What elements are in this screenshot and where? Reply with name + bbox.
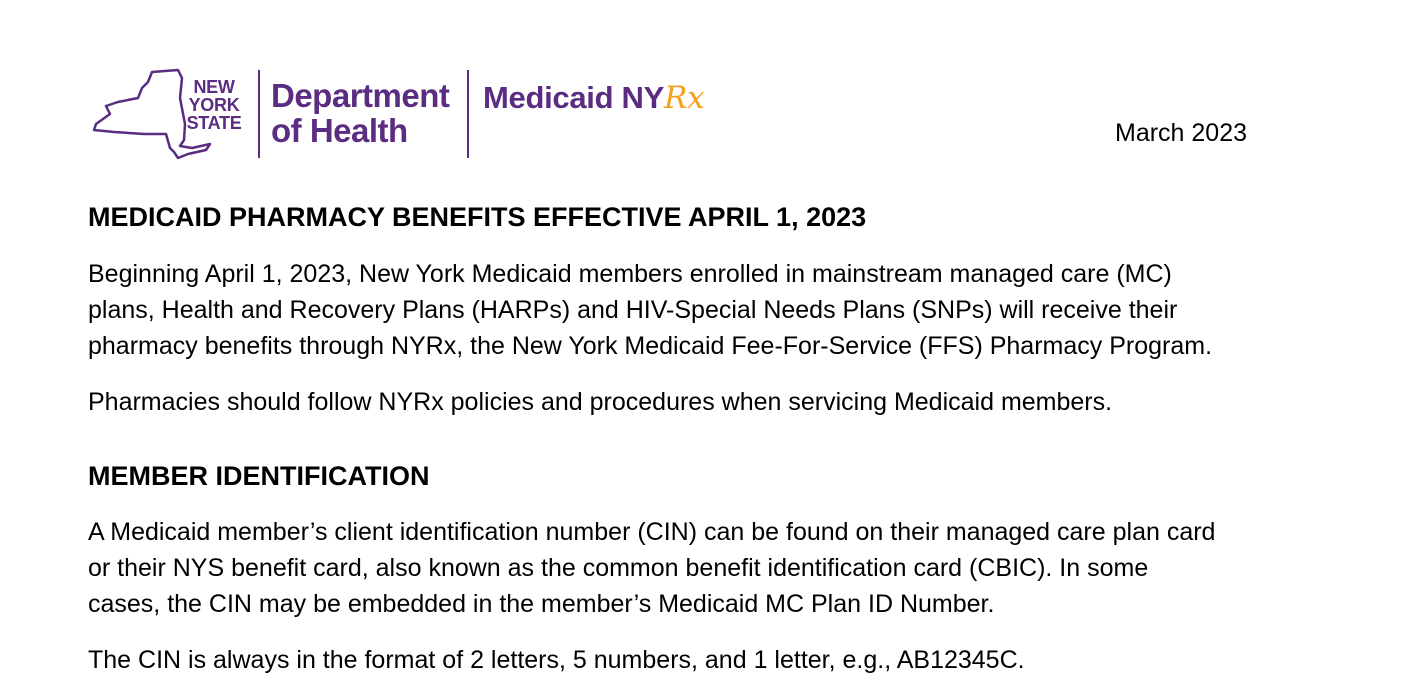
- section-heading: MEMBER IDENTIFICATION: [88, 461, 430, 491]
- paragraph: A Medicaid member’s client identification number (CIN) can be found on their managed care plan card or their NYS benefit card, also known as the common benefit identification card (CBIC). In some cases, the CIN may be embedded in the member’s Medicaid MC Plan ID Number.: [88, 518, 1216, 618]
- logo-divider: [467, 70, 469, 158]
- document-date: March 2023: [1115, 119, 1248, 147]
- logo-divider: [258, 70, 260, 158]
- rx-symbol: Rx: [664, 80, 705, 116]
- letterhead: [0, 0, 1424, 180]
- new-york-state-wordmark: NEW YORK STATE: [186, 77, 242, 133]
- department-of-health-wordmark: Department of Health: [271, 77, 450, 149]
- paragraph: Beginning April 1, 2023, New York Medicaid members enrolled in mainstream managed care (MC) plans, Health and Recovery Plans (HARPs) and HIV-Special Needs Plans (SNPs) will receive their pharmacy benefits through NYRx, the New York Medicaid Fee-For-Service (FFS) Pharmacy Program.: [88, 260, 1213, 360]
- section-heading: MEDICAID PHARMACY BENEFITS EFFECTIVE APRIL 1, 2023: [88, 202, 867, 232]
- paragraph: The CIN is always in the format of 2 letters, 5 numbers, and 1 letter, e.g., AB12345C.: [88, 646, 1025, 674]
- paragraph: Pharmacies should follow NYRx policies and procedures when servicing Medicaid members.: [88, 388, 1113, 416]
- medicaid-nyrx-logo: Medicaid NYRx: [483, 80, 705, 116]
